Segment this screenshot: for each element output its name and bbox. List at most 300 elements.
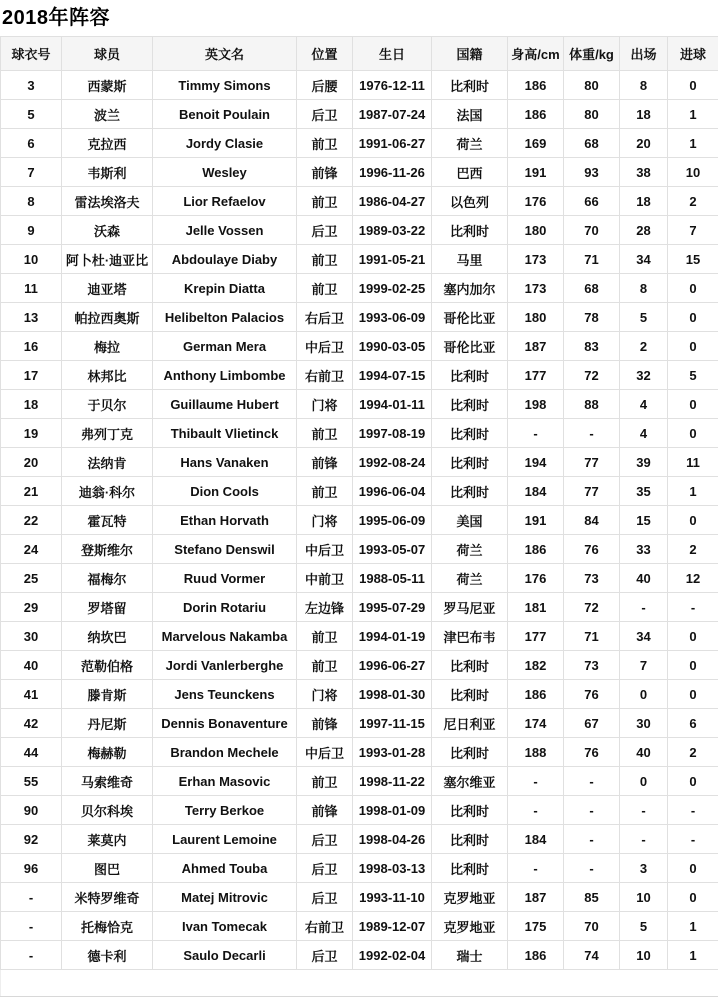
column-header-birthday: 生日 (353, 37, 432, 71)
cell-birthday: 1993-06-09 (353, 303, 432, 332)
cell-position: 前卫 (297, 622, 353, 651)
cell-birthday: 1976-12-11 (353, 71, 432, 100)
cell-player: 林邦比 (62, 361, 153, 390)
table-row (1, 796, 718, 825)
cell-nationality: 塞尔维亚 (432, 767, 508, 796)
cell-weight: 71 (564, 245, 620, 274)
cell-appearances: 30 (620, 709, 668, 738)
cell-height: 173 (508, 245, 564, 274)
column-header-player: 球员 (62, 37, 153, 71)
cell-position: 前锋 (297, 448, 353, 477)
cell-name_en: Stefano Denswil (153, 535, 297, 564)
table-row (1, 912, 718, 941)
cell-height: 176 (508, 187, 564, 216)
table-row (1, 738, 718, 767)
column-header-name_en: 英文名 (153, 37, 297, 71)
cell-birthday: 1993-01-28 (353, 738, 432, 767)
cell-weight: 76 (564, 535, 620, 564)
cell-name_en: Hans Vanaken (153, 448, 297, 477)
cell-height: 184 (508, 477, 564, 506)
cell-player: 雷法埃洛夫 (62, 187, 153, 216)
cell-player: 莱莫内 (62, 825, 153, 854)
cell-appearances: 39 (620, 448, 668, 477)
cell-appearances: 5 (620, 912, 668, 941)
cell-name_en: Dorin Rotariu (153, 593, 297, 622)
column-header-weight: 体重/kg (564, 37, 620, 71)
cell-nationality: 尼日利亚 (432, 709, 508, 738)
cell-position: 前卫 (297, 187, 353, 216)
table-row (1, 158, 718, 187)
cell-player: 霍瓦特 (62, 506, 153, 535)
cell-goals: - (668, 825, 718, 854)
table-row (1, 680, 718, 709)
cell-player: 帕拉西奥斯 (62, 303, 153, 332)
table-footer-row (1, 970, 718, 997)
table-row (1, 767, 718, 796)
column-header-goals: 进球 (668, 37, 718, 71)
cell-number: 17 (1, 361, 62, 390)
column-header-height: 身高/cm (508, 37, 564, 71)
cell-player: 德卡利 (62, 941, 153, 970)
cell-name_en: Ethan Horvath (153, 506, 297, 535)
cell-nationality: 比利时 (432, 361, 508, 390)
cell-appearances: 32 (620, 361, 668, 390)
cell-name_en: Laurent Lemoine (153, 825, 297, 854)
cell-player: 沃森 (62, 216, 153, 245)
cell-height: 186 (508, 535, 564, 564)
cell-nationality: 比利时 (432, 738, 508, 767)
table-row (1, 390, 718, 419)
cell-player: 范勒伯格 (62, 651, 153, 680)
cell-weight: 88 (564, 390, 620, 419)
cell-goals: 1 (668, 100, 718, 129)
cell-nationality: 比利时 (432, 390, 508, 419)
cell-height: 191 (508, 506, 564, 535)
cell-number: 55 (1, 767, 62, 796)
cell-name_en: Matej Mitrovic (153, 883, 297, 912)
table-row (1, 593, 718, 622)
cell-appearances: 2 (620, 332, 668, 361)
cell-name_en: Abdoulaye Diaby (153, 245, 297, 274)
cell-birthday: 1987-07-24 (353, 100, 432, 129)
cell-weight: 80 (564, 71, 620, 100)
cell-player: 纳坎巴 (62, 622, 153, 651)
table-row (1, 709, 718, 738)
cell-appearances: 4 (620, 390, 668, 419)
cell-position: 后卫 (297, 216, 353, 245)
cell-height: 188 (508, 738, 564, 767)
cell-number: 19 (1, 419, 62, 448)
cell-goals: 2 (668, 535, 718, 564)
cell-position: 前卫 (297, 767, 353, 796)
cell-nationality: 巴西 (432, 158, 508, 187)
cell-height: 186 (508, 941, 564, 970)
cell-name_en: Dennis Bonaventure (153, 709, 297, 738)
cell-height: 194 (508, 448, 564, 477)
cell-goals: 0 (668, 622, 718, 651)
table-row (1, 245, 718, 274)
cell-name_en: Jelle Vossen (153, 216, 297, 245)
cell-name_en: Ivan Tomecak (153, 912, 297, 941)
cell-weight: 70 (564, 216, 620, 245)
cell-weight: 68 (564, 274, 620, 303)
cell-number: 25 (1, 564, 62, 593)
cell-goals: 2 (668, 738, 718, 767)
cell-height: 176 (508, 564, 564, 593)
table-row (1, 622, 718, 651)
table-row (1, 187, 718, 216)
cell-nationality: 哥伦比亚 (432, 303, 508, 332)
cell-height: 187 (508, 883, 564, 912)
cell-player: 法纳肯 (62, 448, 153, 477)
cell-goals: 11 (668, 448, 718, 477)
cell-appearances: 38 (620, 158, 668, 187)
cell-goals: - (668, 796, 718, 825)
cell-appearances: - (620, 825, 668, 854)
cell-name_en: Jens Teunckens (153, 680, 297, 709)
page-title: 2018年阵容 (2, 7, 110, 29)
cell-name_en: Ruud Vormer (153, 564, 297, 593)
cell-height: 187 (508, 332, 564, 361)
cell-goals: 5 (668, 361, 718, 390)
cell-height: 184 (508, 825, 564, 854)
cell-birthday: 1995-07-29 (353, 593, 432, 622)
roster-table (0, 36, 718, 997)
cell-position: 后卫 (297, 100, 353, 129)
cell-position: 门将 (297, 506, 353, 535)
cell-height: 180 (508, 216, 564, 245)
column-header-position: 位置 (297, 37, 353, 71)
table-row (1, 448, 718, 477)
cell-nationality: 罗马尼亚 (432, 593, 508, 622)
cell-height: 180 (508, 303, 564, 332)
cell-position: 后卫 (297, 854, 353, 883)
cell-name_en: Helibelton Palacios (153, 303, 297, 332)
cell-position: 前锋 (297, 158, 353, 187)
cell-name_en: Erhan Masovic (153, 767, 297, 796)
cell-weight: 66 (564, 187, 620, 216)
cell-appearances: 5 (620, 303, 668, 332)
cell-birthday: 1997-11-15 (353, 709, 432, 738)
cell-birthday: 1998-11-22 (353, 767, 432, 796)
cell-position: 前锋 (297, 796, 353, 825)
cell-nationality: 比利时 (432, 680, 508, 709)
cell-goals: 0 (668, 651, 718, 680)
cell-position: 前卫 (297, 419, 353, 448)
cell-number: 5 (1, 100, 62, 129)
table-row (1, 854, 718, 883)
cell-goals: 12 (668, 564, 718, 593)
cell-weight: 77 (564, 448, 620, 477)
cell-number: 18 (1, 390, 62, 419)
cell-nationality: 比利时 (432, 796, 508, 825)
cell-weight: 76 (564, 680, 620, 709)
cell-player: 丹尼斯 (62, 709, 153, 738)
cell-player: 于贝尔 (62, 390, 153, 419)
cell-player: 阿卜杜·迪亚比 (62, 245, 153, 274)
cell-player: 克拉西 (62, 129, 153, 158)
cell-number: 92 (1, 825, 62, 854)
cell-name_en: Jordi Vanlerberghe (153, 651, 297, 680)
cell-number: 21 (1, 477, 62, 506)
cell-nationality: 克罗地亚 (432, 912, 508, 941)
cell-player: 波兰 (62, 100, 153, 129)
cell-position: 前锋 (297, 709, 353, 738)
cell-appearances: 10 (620, 883, 668, 912)
cell-birthday: 1992-08-24 (353, 448, 432, 477)
cell-number: 9 (1, 216, 62, 245)
cell-position: 后卫 (297, 883, 353, 912)
table-row (1, 129, 718, 158)
cell-height: 182 (508, 651, 564, 680)
cell-weight: 67 (564, 709, 620, 738)
cell-weight: - (564, 767, 620, 796)
cell-weight: 83 (564, 332, 620, 361)
table-row (1, 825, 718, 854)
cell-nationality: 以色列 (432, 187, 508, 216)
cell-nationality: 美国 (432, 506, 508, 535)
cell-nationality: 法国 (432, 100, 508, 129)
cell-birthday: 1996-06-27 (353, 651, 432, 680)
header-row (1, 37, 718, 71)
cell-weight: 93 (564, 158, 620, 187)
cell-player: 托梅恰克 (62, 912, 153, 941)
cell-name_en: Jordy Clasie (153, 129, 297, 158)
cell-goals: 0 (668, 303, 718, 332)
cell-goals: 0 (668, 274, 718, 303)
cell-weight: 74 (564, 941, 620, 970)
cell-goals: 2 (668, 187, 718, 216)
cell-birthday: 1991-05-21 (353, 245, 432, 274)
table-row (1, 535, 718, 564)
cell-birthday: 1992-02-04 (353, 941, 432, 970)
cell-position: 前卫 (297, 129, 353, 158)
cell-position: 右前卫 (297, 912, 353, 941)
cell-weight: - (564, 825, 620, 854)
cell-number: 96 (1, 854, 62, 883)
cell-height: 177 (508, 361, 564, 390)
cell-nationality: 塞内加尔 (432, 274, 508, 303)
cell-nationality: 比利时 (432, 448, 508, 477)
cell-height: - (508, 419, 564, 448)
cell-position: 前卫 (297, 274, 353, 303)
cell-name_en: Timmy Simons (153, 71, 297, 100)
cell-height: 186 (508, 71, 564, 100)
cell-height: 191 (508, 158, 564, 187)
cell-appearances: 33 (620, 535, 668, 564)
cell-number: 13 (1, 303, 62, 332)
cell-height: 186 (508, 100, 564, 129)
cell-height: - (508, 796, 564, 825)
cell-player: 福梅尔 (62, 564, 153, 593)
cell-nationality: 比利时 (432, 71, 508, 100)
cell-name_en: Guillaume Hubert (153, 390, 297, 419)
cell-number: 8 (1, 187, 62, 216)
cell-goals: 1 (668, 129, 718, 158)
cell-name_en: Krepin Diatta (153, 274, 297, 303)
table-row (1, 216, 718, 245)
cell-name_en: Brandon Mechele (153, 738, 297, 767)
table-row (1, 651, 718, 680)
cell-appearances: - (620, 593, 668, 622)
table-row (1, 332, 718, 361)
column-header-appearances: 出场 (620, 37, 668, 71)
cell-goals: 0 (668, 767, 718, 796)
cell-height: 198 (508, 390, 564, 419)
cell-birthday: 1989-03-22 (353, 216, 432, 245)
table-footer-empty (1, 970, 718, 997)
cell-weight: 72 (564, 593, 620, 622)
cell-weight: - (564, 796, 620, 825)
cell-birthday: 1996-06-04 (353, 477, 432, 506)
cell-height: 174 (508, 709, 564, 738)
cell-player: 米特罗维奇 (62, 883, 153, 912)
cell-appearances: 34 (620, 245, 668, 274)
cell-goals: - (668, 593, 718, 622)
cell-number: 7 (1, 158, 62, 187)
cell-name_en: Ahmed Touba (153, 854, 297, 883)
table-row (1, 564, 718, 593)
cell-nationality: 比利时 (432, 825, 508, 854)
cell-birthday: 1997-08-19 (353, 419, 432, 448)
cell-height: 175 (508, 912, 564, 941)
cell-weight: 71 (564, 622, 620, 651)
cell-position: 前卫 (297, 477, 353, 506)
column-header-nationality: 国籍 (432, 37, 508, 71)
cell-goals: 15 (668, 245, 718, 274)
cell-birthday: 1994-01-19 (353, 622, 432, 651)
cell-position: 右后卫 (297, 303, 353, 332)
table-row (1, 883, 718, 912)
cell-player: 贝尔科埃 (62, 796, 153, 825)
cell-birthday: 1995-06-09 (353, 506, 432, 535)
cell-appearances: 0 (620, 767, 668, 796)
cell-goals: 0 (668, 419, 718, 448)
cell-goals: 0 (668, 332, 718, 361)
table-body (1, 71, 718, 970)
cell-position: 前卫 (297, 651, 353, 680)
cell-number: 11 (1, 274, 62, 303)
cell-nationality: 马里 (432, 245, 508, 274)
cell-player: 罗塔留 (62, 593, 153, 622)
cell-name_en: Dion Cools (153, 477, 297, 506)
table-row (1, 71, 718, 100)
cell-name_en: Benoit Poulain (153, 100, 297, 129)
cell-nationality: 荷兰 (432, 564, 508, 593)
cell-nationality: 比利时 (432, 651, 508, 680)
cell-weight: 70 (564, 912, 620, 941)
cell-height: 186 (508, 680, 564, 709)
cell-appearances: 7 (620, 651, 668, 680)
cell-position: 中前卫 (297, 564, 353, 593)
cell-position: 左边锋 (297, 593, 353, 622)
cell-position: 后腰 (297, 71, 353, 100)
cell-number: 40 (1, 651, 62, 680)
cell-position: 门将 (297, 680, 353, 709)
cell-number: 42 (1, 709, 62, 738)
cell-birthday: 1998-01-30 (353, 680, 432, 709)
cell-number: 20 (1, 448, 62, 477)
cell-appearances: - (620, 796, 668, 825)
cell-goals: 0 (668, 680, 718, 709)
table-row (1, 100, 718, 129)
cell-goals: 1 (668, 941, 718, 970)
cell-weight: - (564, 419, 620, 448)
cell-weight: 72 (564, 361, 620, 390)
cell-height: 177 (508, 622, 564, 651)
cell-appearances: 10 (620, 941, 668, 970)
cell-nationality: 克罗地亚 (432, 883, 508, 912)
cell-number: - (1, 941, 62, 970)
cell-height: 173 (508, 274, 564, 303)
cell-appearances: 8 (620, 71, 668, 100)
cell-player: 韦斯利 (62, 158, 153, 187)
cell-appearances: 35 (620, 477, 668, 506)
cell-appearances: 4 (620, 419, 668, 448)
cell-goals: 6 (668, 709, 718, 738)
cell-position: 后卫 (297, 825, 353, 854)
cell-weight: 80 (564, 100, 620, 129)
cell-number: 22 (1, 506, 62, 535)
table-row (1, 419, 718, 448)
cell-nationality: 津巴布韦 (432, 622, 508, 651)
cell-position: 右前卫 (297, 361, 353, 390)
cell-goals: 10 (668, 158, 718, 187)
cell-birthday: 1993-05-07 (353, 535, 432, 564)
cell-birthday: 1999-02-25 (353, 274, 432, 303)
cell-position: 中后卫 (297, 535, 353, 564)
cell-number: 29 (1, 593, 62, 622)
cell-player: 登斯维尔 (62, 535, 153, 564)
cell-birthday: 1996-11-26 (353, 158, 432, 187)
cell-nationality: 比利时 (432, 854, 508, 883)
cell-birthday: 1994-07-15 (353, 361, 432, 390)
cell-goals: 0 (668, 71, 718, 100)
table-row (1, 941, 718, 970)
cell-number: 44 (1, 738, 62, 767)
cell-position: 门将 (297, 390, 353, 419)
cell-goals: 0 (668, 506, 718, 535)
cell-weight: 85 (564, 883, 620, 912)
cell-nationality: 瑞士 (432, 941, 508, 970)
table-row (1, 361, 718, 390)
cell-birthday: 1990-03-05 (353, 332, 432, 361)
cell-height: - (508, 767, 564, 796)
cell-goals: 7 (668, 216, 718, 245)
cell-name_en: German Mera (153, 332, 297, 361)
cell-nationality: 比利时 (432, 419, 508, 448)
cell-name_en: Saulo Decarli (153, 941, 297, 970)
cell-position: 前卫 (297, 245, 353, 274)
cell-weight: 84 (564, 506, 620, 535)
cell-birthday: 1988-05-11 (353, 564, 432, 593)
cell-nationality: 比利时 (432, 216, 508, 245)
cell-name_en: Lior Refaelov (153, 187, 297, 216)
cell-birthday: 1986-04-27 (353, 187, 432, 216)
cell-height: - (508, 854, 564, 883)
cell-player: 迪亚塔 (62, 274, 153, 303)
cell-number: 6 (1, 129, 62, 158)
cell-appearances: 18 (620, 100, 668, 129)
cell-appearances: 34 (620, 622, 668, 651)
cell-position: 中后卫 (297, 738, 353, 767)
cell-number: 10 (1, 245, 62, 274)
cell-birthday: 1998-03-13 (353, 854, 432, 883)
cell-appearances: 28 (620, 216, 668, 245)
cell-birthday: 1998-04-26 (353, 825, 432, 854)
cell-name_en: Marvelous Nakamba (153, 622, 297, 651)
cell-nationality: 哥伦比亚 (432, 332, 508, 361)
